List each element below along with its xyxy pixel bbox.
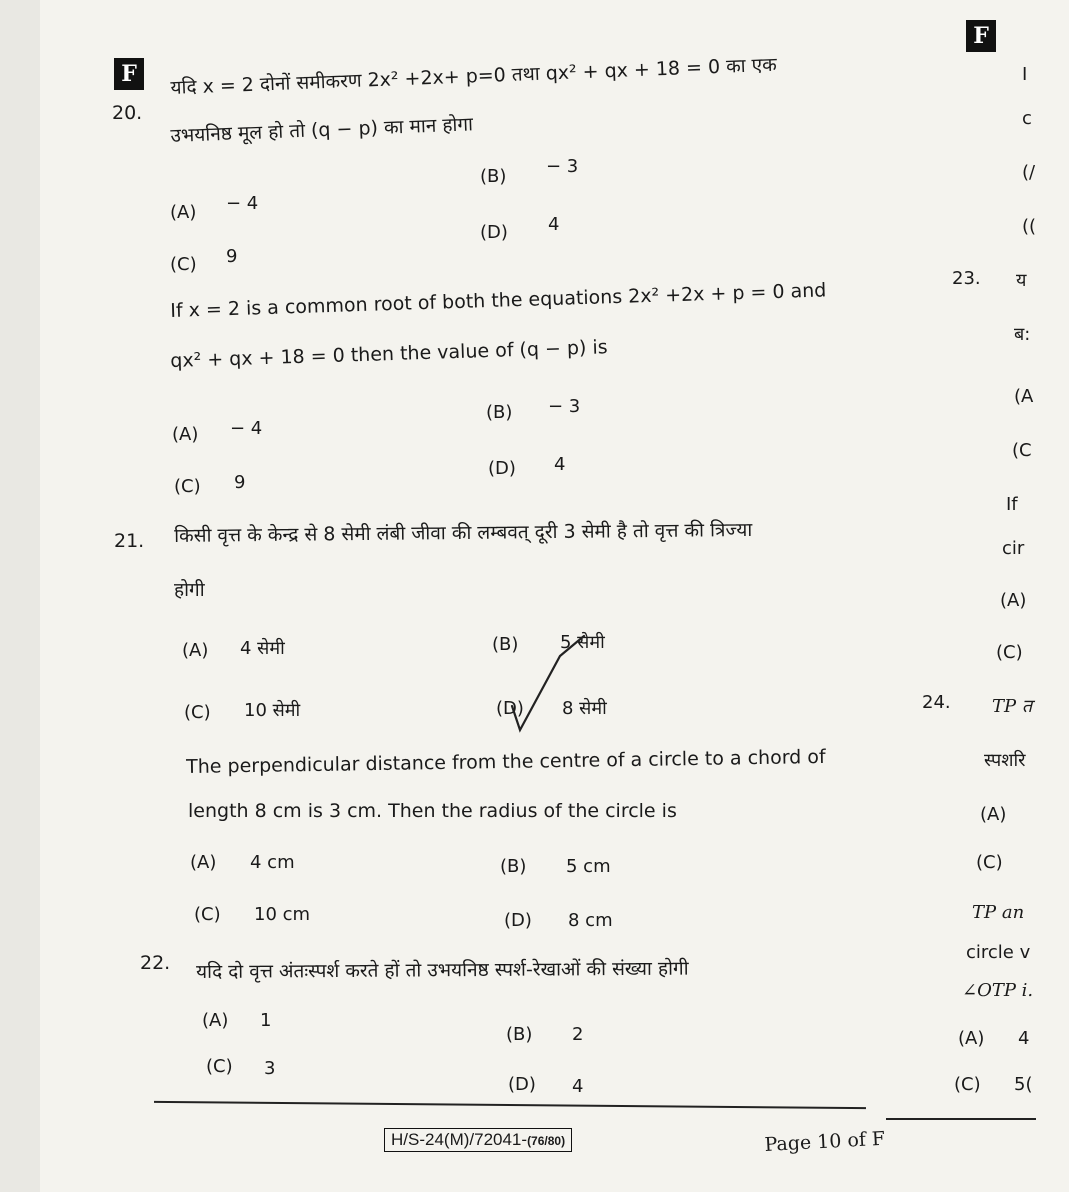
q21-english-option-b-label: (B) [500, 856, 527, 877]
right-col-fragment-4: (( [1022, 216, 1037, 237]
q24-english-option-a-value: 4 [1018, 1028, 1030, 1049]
question-20-hindi-line1: यदि x = 2 दोनों समीकरण 2x² +2x+ p=0 तथा qx² + qx + 18 = 0 का एक [170, 53, 778, 99]
footer-rule-right [886, 1118, 1036, 1120]
question-20-hindi-line2: उभयनिष्ठ मूल हो तो (q − p) का मान होगा [170, 113, 474, 147]
question-21-hindi-line1: किसी वृत्त के केन्द्र से 8 सेमी लंबी जीवा की लम्बवत् दूरी 3 सेमी है तो वृत्त की त्रिज्या [174, 518, 753, 547]
q21-hindi-option-a-value: 4 सेमी [240, 638, 285, 659]
right-col-fragment-2: c [1022, 108, 1032, 129]
question-24-number: 24. [922, 692, 951, 713]
q20-hindi-option-c-label: (C) [170, 254, 197, 275]
question-20-number: 20. [112, 102, 143, 124]
q24-english-line2: circle v [966, 942, 1031, 963]
question-23-line2: ब: [1014, 324, 1031, 345]
q21-english-option-a-value: 4 cm [250, 852, 295, 873]
q24-english-option-c-value: 5( [1014, 1074, 1033, 1095]
q20-english-option-b-value: − 3 [548, 396, 581, 417]
question-24-line2: स्पशरि [984, 750, 1026, 771]
question-23-text: य [1016, 270, 1027, 291]
q21-hindi-option-a-label: (A) [182, 640, 209, 661]
q22-option-a-value: 1 [260, 1010, 272, 1031]
q20-english-option-c-value: 9 [234, 472, 246, 493]
set-badge-right: F [966, 20, 996, 52]
q22-option-c-label: (C) [206, 1056, 233, 1077]
q21-hindi-option-d-value: 8 सेमी [562, 698, 607, 719]
q20-english-option-d-value: 4 [554, 454, 566, 475]
q22-option-b-label: (B) [506, 1024, 533, 1045]
q21-hindi-option-c-value: 10 सेमी [244, 700, 301, 721]
q21-hindi-option-b-label: (B) [492, 634, 519, 655]
q24-english-option-a: (A) [958, 1028, 985, 1049]
q21-hindi-option-b-value: 5 सेमी [560, 632, 605, 653]
question-21-number: 21. [114, 530, 145, 552]
q21-english-option-a-label: (A) [190, 852, 217, 873]
q22-option-d-value: 4 [572, 1076, 584, 1097]
q20-hindi-option-d-value: 4 [548, 214, 560, 235]
q21-hindi-option-d-label: (D) [496, 698, 524, 719]
q21-english-option-b-value: 5 cm [566, 856, 611, 877]
page-number: Page 10 of F [764, 1127, 886, 1156]
set-badge-left: F [114, 58, 144, 90]
q24-english-text: TP an [972, 902, 1025, 923]
paper-code-box [384, 1128, 572, 1152]
right-col-fragment-3: (/ [1022, 162, 1036, 183]
q23-english-line2: cir [1002, 538, 1025, 559]
q20-hindi-option-b-label: (B) [480, 166, 507, 187]
q22-option-a-label: (A) [202, 1010, 229, 1031]
question-22-number: 22. [140, 952, 171, 974]
q21-english-option-c-value: 10 cm [254, 904, 311, 925]
q23-english-option-a: (A) [1000, 590, 1027, 611]
q23-option-c: (C [1012, 440, 1032, 461]
q21-english-option-d-label: (D) [504, 910, 532, 931]
paper-code: H/S-24(M)/72041- [391, 1130, 528, 1149]
q23-option-a: (A [1014, 386, 1034, 407]
question-21-english-line1: The perpendicular distance from the centre of a circle to a chord of [186, 745, 826, 778]
question-23-number: 23. [952, 268, 981, 289]
tick-mark-icon [500, 628, 600, 740]
question-20-english-line1: If x = 2 is a common root of both the equations 2x² +2x + p = 0 and [170, 279, 827, 322]
question-20-english-line2: qx² + qx + 18 = 0 then the value of (q − p) is [170, 336, 608, 372]
q22-option-c-value: 3 [264, 1058, 276, 1079]
q20-english-option-c-label: (C) [174, 476, 201, 497]
question-21-english-line2: length 8 cm is 3 cm. Then the radius of the circle is [188, 800, 677, 822]
q23-english-option-c: (C) [996, 642, 1023, 663]
q22-option-b-value: 2 [572, 1024, 584, 1045]
q23-english-text: If [1006, 494, 1018, 515]
q20-english-option-d-label: (D) [488, 458, 516, 479]
q24-english-line3: ∠OTP i. [962, 980, 1034, 1001]
q20-hindi-option-a-value: − 4 [226, 193, 259, 214]
right-col-fragment-1: I [1022, 64, 1028, 85]
paper-code-set: (76/80) [527, 1134, 566, 1148]
exam-page [40, 0, 1069, 1192]
q24-option-c: (C) [976, 852, 1003, 873]
q21-english-option-d-value: 8 cm [568, 910, 613, 931]
q20-hindi-option-c-value: 9 [226, 246, 238, 267]
q20-english-option-b-label: (B) [486, 402, 513, 423]
q20-english-option-a-label: (A) [172, 424, 199, 445]
question-21-hindi-line2: होगी [174, 579, 205, 601]
q20-hindi-option-a-label: (A) [170, 202, 197, 223]
footer-rule-left [154, 1101, 866, 1109]
question-24-text: TP त [992, 696, 1033, 717]
q24-english-option-c: (C) [954, 1074, 981, 1095]
q20-hindi-option-d-label: (D) [480, 222, 508, 243]
q24-option-a: (A) [980, 804, 1007, 825]
question-22-hindi-line1: यदि दो वृत्त अंतःस्पर्श करते हों तो उभयनिष्ठ स्पर्श-रेखाओं की संख्या होगी [196, 957, 689, 983]
q22-option-d-label: (D) [508, 1074, 536, 1095]
q21-english-option-c-label: (C) [194, 904, 221, 925]
q20-hindi-option-b-value: − 3 [546, 156, 579, 177]
q21-hindi-option-c-label: (C) [184, 702, 211, 723]
q20-english-option-a-value: − 4 [230, 418, 263, 439]
